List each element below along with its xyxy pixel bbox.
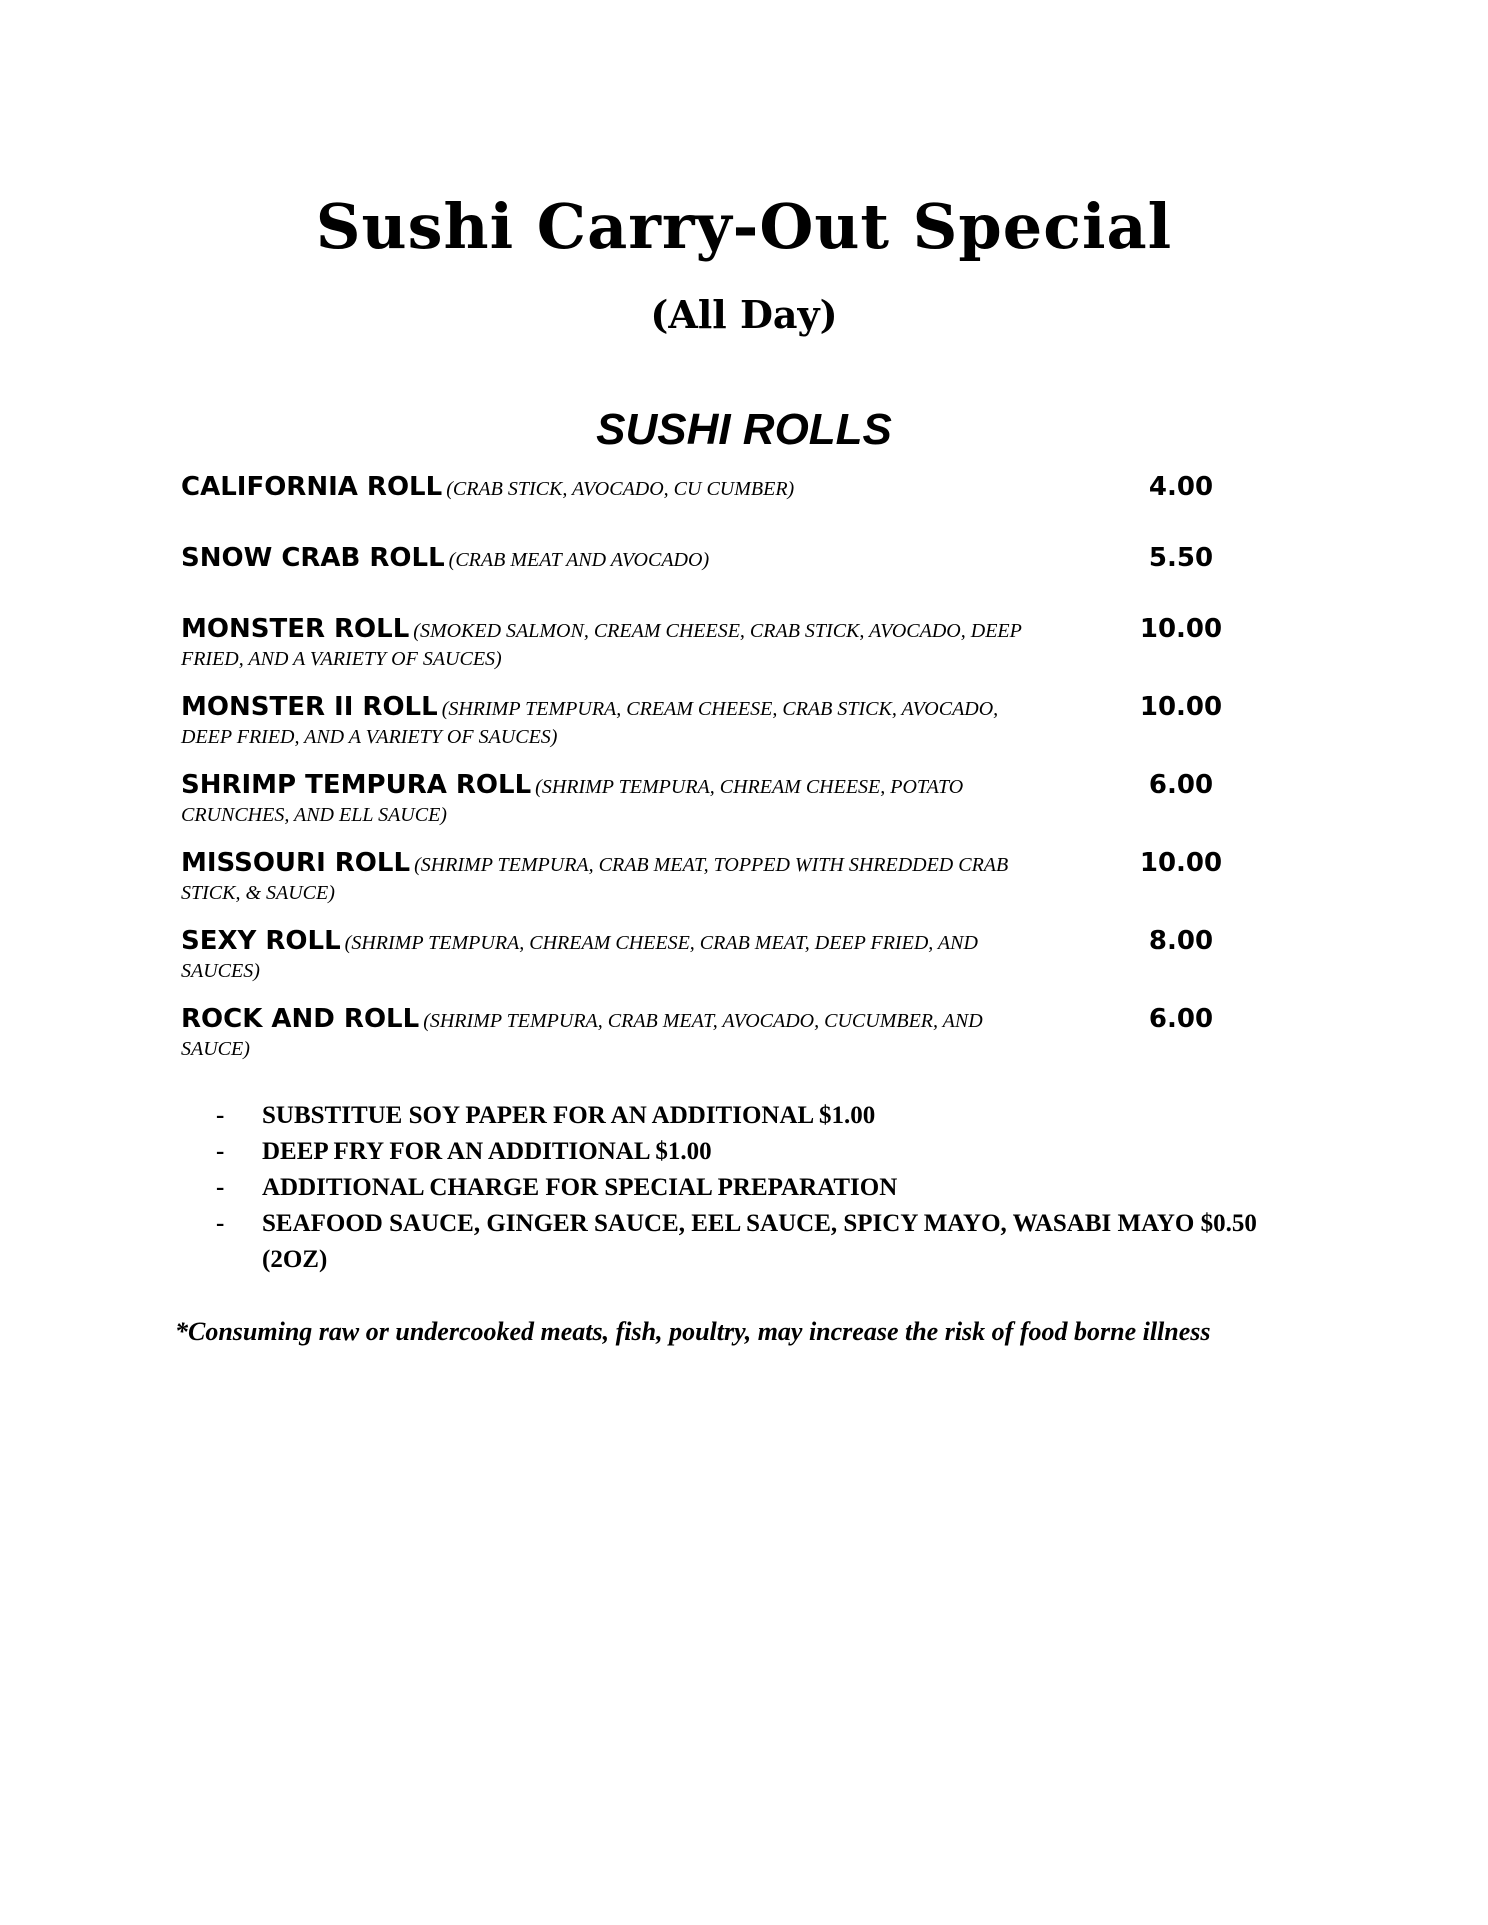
menu-item [181,772,1261,830]
menu-item-name: MONSTER ROLL [181,614,410,644]
menu-item-description: (SHRIMP TEMPURA, CHREAM CHEESE, POTATO CRUNCHES, AND ELL SAUCE) [181,776,964,826]
page-title: Sushi Carry-Out Special [315,190,1173,263]
menu-item-name: MONSTER II ROLL [181,692,438,722]
menu-item-text [181,928,1051,986]
menu-item [181,545,1261,575]
menu-item-text [181,616,1051,674]
menu-item-text [181,474,1051,504]
note-text: ADDITIONAL CHARGE FOR SPECIAL PREPARATION [262,1174,898,1201]
menu-item [181,1006,1261,1064]
dash-bullet: - [216,1138,225,1165]
note-item [216,1098,1286,1134]
menu-item-description: (SHRIMP TEMPURA, CHREAM CHEESE, CRAB MEAT, DEEP FRIED, AND SAUCES) [181,932,978,982]
menu-item-name: SHRIMP TEMPURA ROLL [181,770,532,800]
menu-item [181,928,1261,986]
menu-item-price: 10.00 [1139,848,1223,878]
note-text: DEEP FRY FOR AN ADDITIONAL $1.00 [262,1138,712,1165]
menu-item-price: 10.00 [1139,692,1223,722]
menu-item-price: 4.00 [1148,472,1214,502]
menu-item-description: (SHRIMP TEMPURA, CRAB MEAT, AVOCADO, CUCUMBER, AND SAUCE) [181,1010,983,1060]
page-subtitle: (All Day) [650,292,838,337]
menu-item [181,616,1261,674]
menu-item-text [181,694,1051,752]
menu-item-name: ROCK AND ROLL [181,1004,420,1034]
menu-item-description: (SHRIMP TEMPURA, CREAM CHEESE, CRAB STICK, AVOCADO, DEEP FRIED, AND A VARIETY OF SAUCES) [181,698,999,748]
menu-item-description: (CRAB MEAT AND AVOCADO) [448,549,710,571]
note-text: SUBSTITUE SOY PAPER FOR AN ADDITIONAL $1.00 [262,1102,876,1129]
menu-item-name: MISSOURI ROLL [181,848,411,878]
menu-item-name: SEXY ROLL [181,926,341,956]
menu-item-description: (CRAB STICK, AVOCADO, CU CUMBER) [446,478,795,500]
menu-item-price: 6.00 [1148,770,1214,800]
menu-item-description: (SHRIMP TEMPURA, CRAB MEAT, TOPPED WITH SHREDDED CRAB STICK, & SAUCE) [181,854,1009,904]
note-item [216,1206,1286,1278]
section-heading: SUSHI ROLLS [596,405,892,454]
menu-item-price: 6.00 [1148,1004,1214,1034]
menu-item-name: SNOW CRAB ROLL [181,543,445,573]
menu-item-description: (SMOKED SALMON, CREAM CHEESE, CRAB STICK, AVOCADO, DEEP FRIED, AND A VARIETY OF SAUCES) [181,620,1022,670]
menu-item-text [181,545,1051,575]
menu-item [181,694,1261,752]
note-item [216,1170,1286,1206]
menu-item-price: 10.00 [1139,614,1223,644]
menu-item-text [181,850,1051,908]
notes-list [216,1098,1286,1278]
dash-bullet: - [216,1174,225,1201]
menu-item-price: 5.50 [1148,543,1214,573]
menu-item [181,850,1261,908]
menu-item [181,474,1261,504]
menu-item-price: 8.00 [1148,926,1214,956]
note-item [216,1134,1286,1170]
food-safety-disclaimer: *Consuming raw or undercooked meats, fish, poultry, may increase the risk of food borne illness [175,1317,1211,1346]
menu-item-text [181,772,1051,830]
dash-bullet: - [216,1210,225,1237]
menu-list [181,474,1261,1064]
note-text: SEAFOOD SAUCE, GINGER SAUCE, EEL SAUCE, SPICY MAYO, WASABI MAYO $0.50 (2OZ) [262,1210,1257,1273]
dash-bullet: - [216,1102,225,1129]
menu-item-name: CALIFORNIA ROLL [181,472,443,502]
menu-item-text [181,1006,1051,1064]
